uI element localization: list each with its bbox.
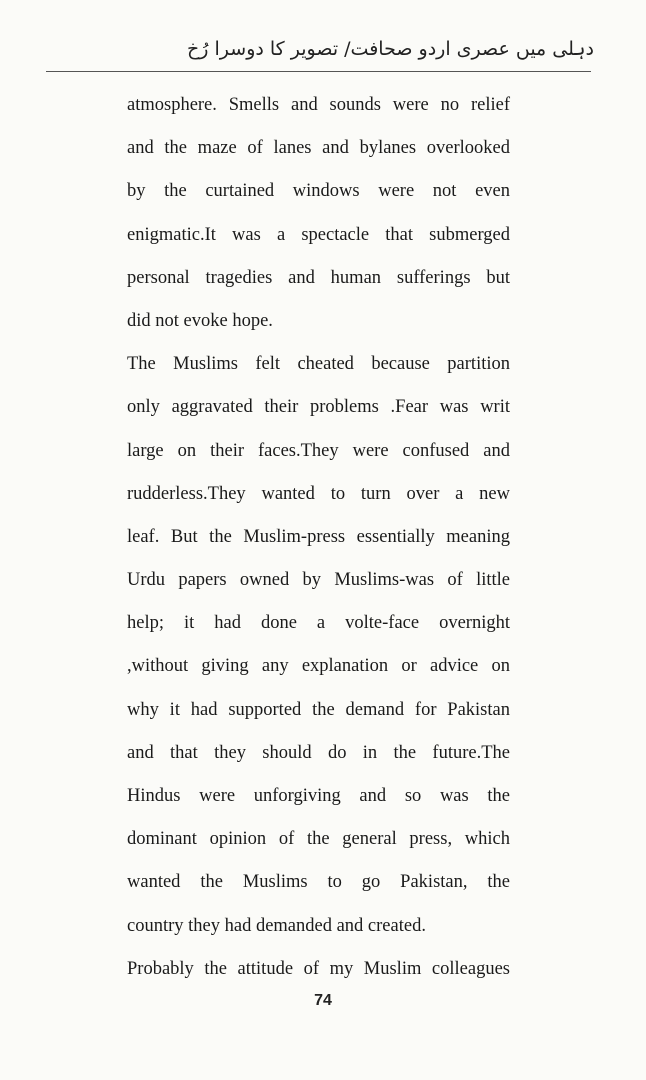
text-line-14: ,without giving any explanation or advice on	[127, 656, 510, 677]
text-line-12: Urdu papers owned by Muslims-was of little	[127, 570, 510, 591]
text-line-13: help; it had done a volte-face overnight	[127, 613, 510, 634]
text-line-16: and that they should do in the future.The	[127, 742, 510, 763]
text-line-18: dominant opinion of the general press, which	[127, 829, 510, 850]
page-number: 74	[314, 992, 332, 1009]
text-line-1: atmosphere. Smells and sounds were no relief	[127, 95, 510, 115]
text-line-7: The Muslims felt cheated because partition	[127, 354, 510, 375]
text-line-3: by the curtained windows were not even	[127, 181, 510, 202]
text-line-2: and the maze of lanes and bylanes overlooked	[127, 138, 510, 159]
text-line-20: country they had demanded and created.	[127, 915, 426, 936]
text-line-21: Probably the attitude of my Muslim colleagues	[127, 958, 510, 979]
running-header: دہلی میں عصری اردو صحافت/ تصویر کا دوسرا رُخ	[187, 38, 594, 60]
text-line-5: personal tragedies and human sufferings but	[127, 267, 510, 288]
text-line-8: only aggravated their problems .Fear was writ	[127, 397, 510, 418]
text-line-6: did not evoke hope.	[127, 310, 273, 331]
text-line-10: rudderless.They wanted to turn over a new	[127, 483, 510, 504]
text-line-9: large on their faces.They were confused and	[127, 440, 510, 461]
text-line-17: Hindus were unforgiving and so was the	[127, 786, 510, 806]
header-rule	[46, 71, 591, 72]
text-line-4: enigmatic.It was a spectacle that submerged	[127, 224, 510, 245]
text-line-19: wanted the Muslims to go Pakistan, the	[127, 872, 510, 893]
body-text	[127, 84, 510, 991]
text-line-11: leaf. But the Muslim-press essentially meaning	[127, 526, 510, 547]
text-line-15: why it had supported the demand for Pakistan	[127, 699, 510, 720]
